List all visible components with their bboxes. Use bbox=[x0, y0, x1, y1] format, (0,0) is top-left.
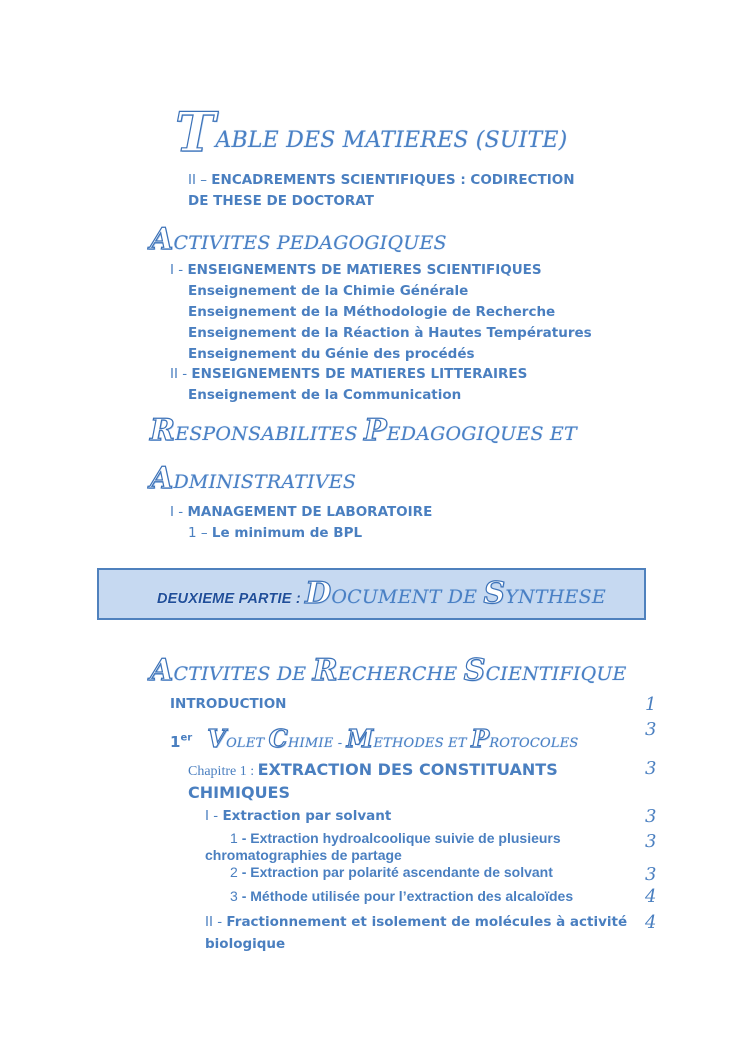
toc-entry-prefix: II - bbox=[170, 366, 192, 382]
toc-entry-text: Le minimum de BPL bbox=[211, 525, 363, 541]
toc-entry-chapitre bbox=[188, 760, 558, 780]
volet-text: ROTOCOLES bbox=[489, 736, 579, 751]
page-number: 3 bbox=[645, 864, 657, 885]
toc-entry-text: ENCADREMENTS SCIENTIFIQUES : CODIRECTION bbox=[211, 172, 575, 188]
section-heading-recherche bbox=[150, 653, 627, 688]
heading-initial: R bbox=[150, 413, 176, 448]
toc-entry-text: - Extraction par polarité ascendante de solvant bbox=[241, 864, 553, 880]
part-two-banner-text bbox=[157, 576, 606, 611]
volet-initial: P bbox=[471, 724, 490, 753]
chapitre-title-cont: CHIMIQUES bbox=[188, 783, 291, 802]
page-number: 1 bbox=[645, 694, 657, 715]
heading-text: CTIVITES PEDAGOGIQUES bbox=[173, 232, 447, 254]
toc-entry-prefix: 1 – bbox=[188, 525, 212, 541]
section-heading-administratives bbox=[150, 461, 356, 496]
volet-number: 1 bbox=[170, 733, 181, 751]
toc-entry-prefix: I - bbox=[170, 262, 188, 278]
heading-initial: R bbox=[312, 653, 338, 688]
volet-text: ETHODES ET bbox=[373, 736, 472, 751]
page-title-text: ABLE DES MATIERES (SUITE) bbox=[215, 128, 568, 153]
heading-initial: A bbox=[150, 461, 174, 496]
toc-entry-prefix: 2 bbox=[230, 864, 242, 880]
toc-entry-introduction: INTRODUCTION bbox=[170, 696, 287, 712]
heading-initial: P bbox=[363, 413, 387, 448]
volet-initial: C bbox=[268, 724, 288, 753]
toc-entry-prefix: 3 bbox=[230, 888, 242, 904]
heading-text: EDAGOGIQUES ET bbox=[386, 423, 577, 445]
banner-initial: S bbox=[483, 576, 506, 611]
volet-initial: M bbox=[346, 724, 374, 753]
toc-entry-extraction-solvant bbox=[205, 808, 391, 824]
toc-entry-fractionnement bbox=[205, 914, 627, 930]
section-heading-activites bbox=[150, 222, 447, 257]
toc-entry-prefix: 1 bbox=[230, 830, 242, 846]
banner-text: OCUMENT DE bbox=[331, 586, 484, 608]
toc-entry-alcaloides bbox=[230, 888, 573, 904]
toc-entry-text: ENSEIGNEMENTS DE MATIERES LITTERAIRES bbox=[191, 366, 528, 382]
volet-text: HIMIE bbox=[287, 736, 334, 751]
part-two-banner bbox=[97, 568, 646, 620]
heading-text: CTIVITES DE bbox=[173, 663, 313, 685]
volet-title bbox=[207, 724, 579, 753]
toc-entry-prefix: I - bbox=[170, 504, 188, 520]
heading-text: ECHERCHE bbox=[337, 663, 464, 685]
page-number: 3 bbox=[645, 719, 657, 740]
heading-text: CIENTIFIQUE bbox=[485, 663, 627, 685]
toc-entry-text: - Extraction hydroalcoolique suivie de plusieurs bbox=[241, 830, 561, 846]
toc-entry-communication: Enseignement de la Communication bbox=[188, 387, 462, 403]
volet-suffix: er bbox=[180, 732, 193, 744]
volet-initial: V bbox=[207, 724, 227, 753]
toc-entry-management bbox=[170, 504, 432, 520]
toc-entry-text: ENSEIGNEMENTS DE MATIERES SCIENTIFIQUES bbox=[187, 262, 542, 278]
page-number: 3 bbox=[645, 831, 657, 852]
toc-entry-hydroalcoolique bbox=[230, 830, 561, 846]
page-title-initial: T bbox=[175, 100, 216, 164]
toc-entry-text: - Méthode utilisée pour l’extraction des alcaloïdes bbox=[241, 888, 574, 904]
volet-separator: - bbox=[333, 736, 347, 751]
toc-entry-genie: Enseignement du Génie des procédés bbox=[188, 346, 475, 362]
toc-entry-text: Fractionnement et isolement de molécules à activité bbox=[226, 914, 628, 930]
toc-entry-chimie-generale: Enseignement de la Chimie Générale bbox=[188, 283, 469, 299]
banner-text: YNTHESE bbox=[505, 586, 606, 608]
page-number: 4 bbox=[645, 886, 657, 907]
chapitre-title: EXTRACTION DES CONSTITUANTS bbox=[257, 760, 558, 779]
heading-initial: A bbox=[150, 222, 174, 257]
page-number: 4 bbox=[645, 912, 657, 933]
toc-entry-methodologie: Enseignement de la Méthodologie de Recherche bbox=[188, 304, 556, 320]
toc-entry-polarite bbox=[230, 864, 553, 880]
toc-entry-fractionnement-cont: biologique bbox=[205, 936, 286, 952]
toc-entry-prefix: II – bbox=[188, 172, 212, 188]
toc-entry-prefix: II - bbox=[205, 914, 227, 930]
heading-initial: A bbox=[150, 653, 174, 688]
chapitre-label: Chapitre 1 : bbox=[188, 764, 258, 779]
toc-entry-volet bbox=[170, 724, 579, 753]
page-number: 3 bbox=[645, 806, 657, 827]
page-title bbox=[175, 100, 567, 164]
toc-entry-enseignements-scientifiques bbox=[170, 262, 542, 278]
heading-initial: S bbox=[463, 653, 486, 688]
volet-text: OLET bbox=[226, 736, 269, 751]
toc-entry-bpl bbox=[188, 525, 362, 541]
toc-entry-encadrements-cont: DE THESE DE DOCTORAT bbox=[188, 193, 374, 209]
toc-entry-encadrements bbox=[188, 172, 575, 188]
toc-entry-enseignements-litteraires bbox=[170, 366, 527, 382]
page-number: 3 bbox=[645, 758, 657, 779]
toc-entry-prefix: I - bbox=[205, 808, 223, 824]
heading-text: ESPONSABILITES bbox=[175, 423, 364, 445]
toc-entry-hydroalcoolique-cont: chromatographies de partage bbox=[205, 847, 402, 863]
heading-text: DMINISTRATIVES bbox=[173, 471, 357, 493]
section-heading-responsabilites bbox=[150, 413, 577, 448]
toc-entry-reaction: Enseignement de la Réaction à Hautes Températures bbox=[188, 325, 592, 341]
toc-entry-text: Extraction par solvant bbox=[222, 808, 392, 824]
toc-entry-text: MANAGEMENT DE LABORATOIRE bbox=[187, 504, 433, 520]
banner-initial: D bbox=[305, 576, 332, 611]
part-two-label: DEUXIEME PARTIE : bbox=[157, 591, 306, 607]
